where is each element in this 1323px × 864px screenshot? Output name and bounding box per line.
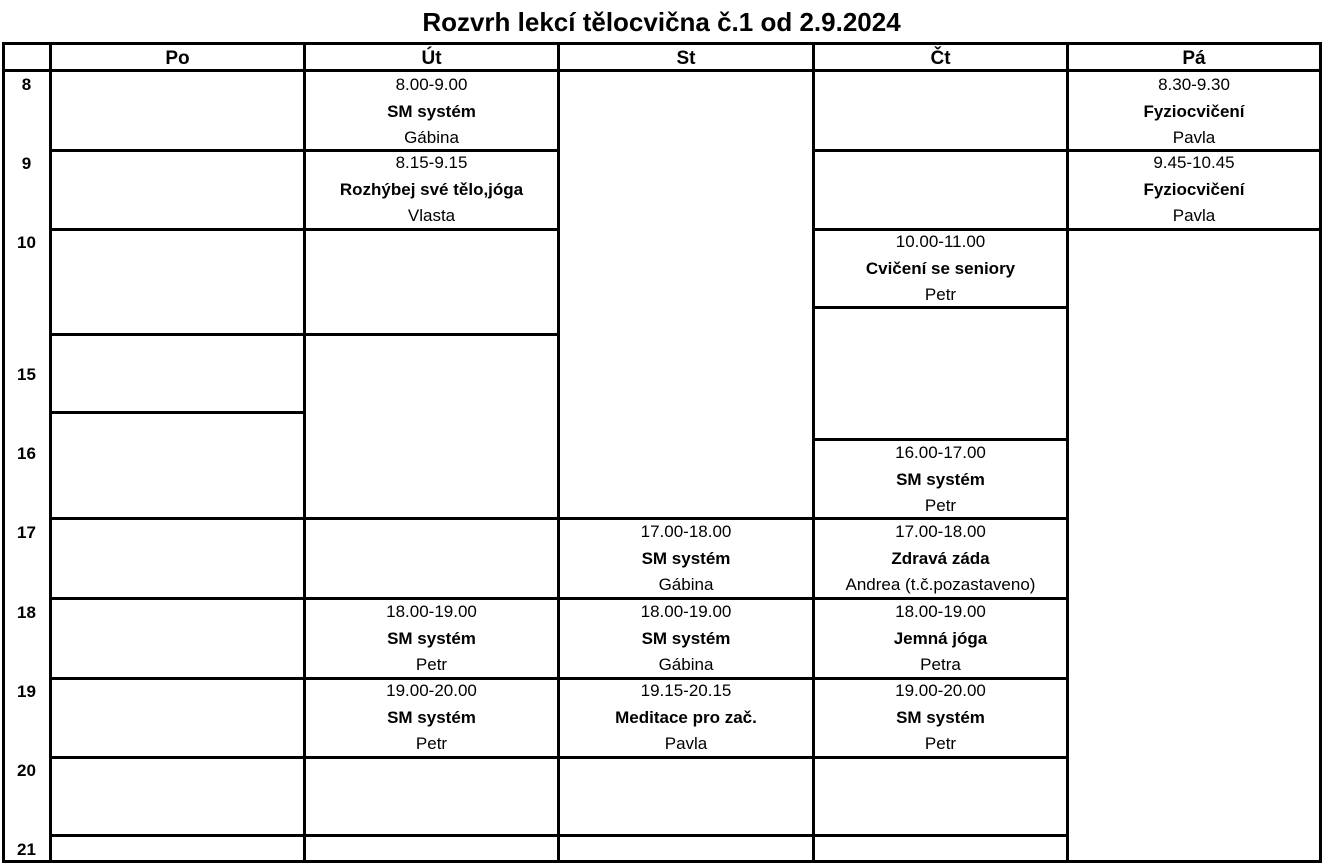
lesson-cell [815,599,1066,677]
column-divider [49,42,52,863]
lesson-name: SM systém [896,707,985,727]
row-divider [306,834,558,837]
lesson-cell [815,678,1066,756]
lesson-instructor: Pavla [1172,128,1216,147]
lesson-instructor: Gábina [658,575,714,594]
lesson-cell [815,229,1066,306]
lesson-instructor: Petr [415,655,448,674]
hour-label: 10 [17,233,36,252]
lesson-instructor: Petra [920,655,961,674]
lesson-cell [306,150,557,228]
row-divider [52,597,304,600]
lesson-time: 19.15-20.15 [640,681,732,700]
lesson-instructor: Petr [924,496,957,515]
lesson-name: Fyziocvičení [1143,179,1245,199]
lesson-instructor: Pavla [664,734,708,753]
lesson-time: 18.00-19.00 [640,602,732,621]
lesson-time: 17.00-18.00 [640,522,732,541]
hour-label: 15 [17,365,36,384]
lesson-time: 16.00-17.00 [895,443,986,462]
hour-label: 19 [17,682,36,701]
row-divider [52,333,304,336]
day-header-wednesday: St [676,48,696,69]
page-title: Rozvrh lekcí tělocvična č.1 od 2.9.2024 [422,7,901,37]
lesson-cell [306,72,557,149]
row-divider [52,834,304,837]
row-divider [52,517,304,520]
lesson-time: 19.00-20.00 [895,681,986,700]
row-divider [815,834,1067,837]
lesson-cell [560,519,812,597]
row-divider [52,149,304,152]
lesson-name: SM systém [387,101,476,121]
hour-label: 8 [21,75,32,94]
lesson-instructor: Petr [924,734,957,753]
table-border-bottom [2,860,1322,863]
lesson-cell [560,678,812,756]
lesson-name: SM systém [387,707,476,727]
row-divider [560,834,813,837]
lesson-name: Meditace pro zač. [615,707,757,727]
lesson-time: 10.00-11.00 [895,232,986,251]
lesson-time: 8.00-9.00 [395,75,468,94]
lesson-name: SM systém [387,628,476,648]
lesson-instructor: Vlasta [407,206,456,225]
lesson-instructor: Gábina [404,128,459,147]
lesson-time: 8.15-9.15 [395,153,468,172]
hour-label: 20 [17,761,36,780]
lesson-time: 18.00-19.00 [895,602,986,621]
lesson-cell [815,519,1066,597]
row-divider [52,756,304,759]
hour-label: 21 [17,840,36,859]
lesson-name: Rozhýbej své tělo,jóga [339,179,524,199]
lesson-time: 8.30-9.30 [1158,75,1230,94]
day-header-thursday: Čt [930,48,951,69]
row-divider [52,228,304,231]
lesson-name: Fyziocvičení [1143,101,1245,121]
lesson-instructor: Gábina [658,655,714,674]
lesson-time: 19.00-20.00 [386,681,477,700]
lesson-instructor: Petr [415,734,448,753]
lesson-name: Cvičení se seniory [865,258,1016,278]
lesson-name: SM systém [896,469,985,489]
table-border-right [1319,42,1322,863]
row-divider [306,517,558,520]
day-header-friday: Pá [1182,48,1206,69]
lesson-cell [815,440,1066,517]
lesson-time: 18.00-19.00 [386,602,477,621]
hour-label: 18 [17,603,36,622]
hour-label: 17 [17,523,36,542]
lesson-name: Jemná jóga [893,628,988,648]
lesson-cell [1069,72,1319,149]
lesson-cell [306,678,557,756]
lesson-cell [306,599,557,677]
lesson-name: Zdravá záda [891,548,990,568]
lesson-name: SM systém [641,548,731,568]
row-divider [52,411,304,414]
row-divider [306,333,558,336]
hour-label: 16 [17,444,36,463]
lesson-cell [1069,150,1319,228]
lesson-cell [560,599,812,677]
lesson-name: SM systém [641,628,731,648]
day-header-tuesday: Út [421,48,442,69]
lesson-time: 17.00-18.00 [895,522,986,541]
hour-label: 9 [21,154,32,173]
lesson-time: 9.45-10.45 [1153,153,1235,172]
lesson-instructor: Petr [924,285,957,304]
day-header-monday: Po [165,48,190,69]
lesson-instructor: Andrea (t.č.pozastaveno) [845,575,1036,594]
row-divider [52,677,304,680]
row-divider [815,149,1067,152]
lesson-instructor: Pavla [1172,206,1216,225]
